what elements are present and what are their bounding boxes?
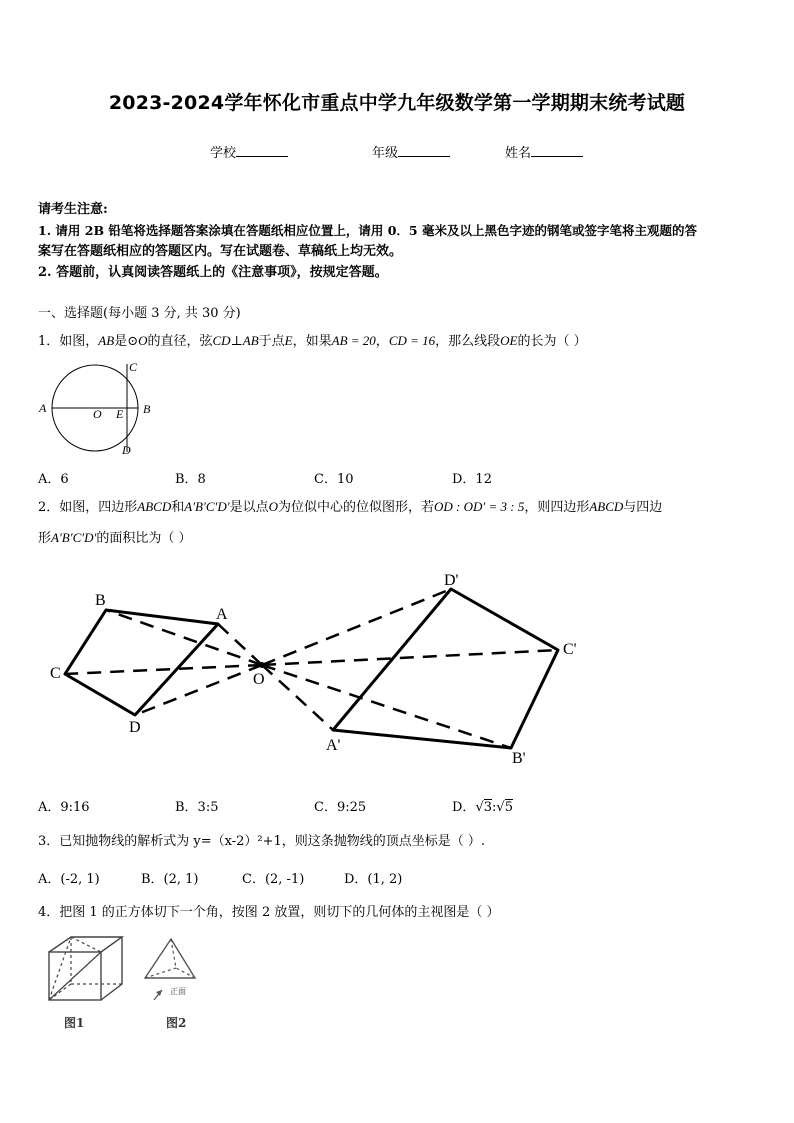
q1-label-d: D <box>122 443 131 457</box>
q2-label-b: B <box>95 592 106 609</box>
notice-item1-line1: 1. 请用 2B 铅笔将选择题答案涂填在答题纸相应位置上，请用 0．5 毫米及以上黑色字迹的钢笔或签字笔将主观题的答 <box>38 223 697 238</box>
q1-stem <box>38 331 587 352</box>
cube-right-edges <box>101 937 122 1000</box>
q1-seg-5: 于点 <box>258 334 285 349</box>
q1-seg-12: OE <box>500 333 518 348</box>
q3-option-a[interactable]: A．(-2, 1) <box>38 872 100 887</box>
cube-cut-2 <box>71 937 101 952</box>
q1-seg-10: CD = 16 <box>388 333 436 348</box>
q2-label-c: C <box>50 665 61 682</box>
q2-ray-oc2 <box>262 650 558 665</box>
q3-option-c[interactable]: C．(2, -1) <box>242 872 305 887</box>
q2-l1-6: 为位似中心的位似图形，若 <box>277 500 434 515</box>
q2-label-b2: B' <box>512 750 526 767</box>
q2-option-d-radicand-5: 5 <box>504 800 513 815</box>
q1-option-d[interactable]: D．12 <box>452 472 492 487</box>
q2-label-d2: D' <box>444 572 459 589</box>
q2-l1-4: 是以点 <box>229 500 269 515</box>
q2-l1-7: OD : OD′ = 3 : 5 <box>434 499 525 514</box>
q2-ray-oa2 <box>262 665 333 730</box>
q2-quad-abcd <box>65 610 218 715</box>
q2-option-d-sqrt5 <box>496 799 513 815</box>
q1-label-c: C <box>129 360 138 374</box>
q4-figure1-cube <box>44 934 134 1034</box>
q2-l1-3: A′B′C′D′ <box>184 499 230 514</box>
q2-l1-10: 与四边 <box>623 500 663 515</box>
q2-option-d-sqrt3 <box>475 799 492 815</box>
q1-seg-9: ， <box>375 334 389 349</box>
q1-seg-1: 是 <box>114 334 128 349</box>
q2-option-d-prefix: D． <box>452 800 476 815</box>
q1-seg-3: 的直径，弦 <box>147 334 213 349</box>
q2-stem-line2 <box>38 528 191 549</box>
q4-figure2-pyramid <box>140 934 230 1034</box>
q3-option-b[interactable]: B．(2, 1) <box>141 872 199 887</box>
q2-homothety-figure <box>40 568 600 768</box>
notice-heading: 请考生注意: <box>38 202 108 217</box>
q2-l2-0: 形 <box>38 531 52 546</box>
q1-seg-4: CD⊥AB <box>212 333 259 348</box>
q2-l1-5: O <box>268 499 278 514</box>
name-field[interactable] <box>505 142 583 161</box>
q1-seg-6: E <box>284 333 293 348</box>
pyramid-hidden-edge-2 <box>145 968 176 978</box>
q1-seg-11: ，那么线段 <box>435 334 501 349</box>
q1-seg-13: 的长为（ ） <box>517 334 587 349</box>
q2-l2-2: 的面积比为（ ） <box>96 531 192 546</box>
q2-stem-line1 <box>38 497 662 518</box>
q4-stem: 4．把图 1 的正方体切下一个角，按图 2 放置，则切下的几何体的主视图是（ ） <box>38 905 500 920</box>
q1-option-c[interactable]: C．10 <box>314 472 354 487</box>
q1-prefix: 1．如图， <box>38 334 99 349</box>
notice-item1-line2: 案写在答题纸相应的答题区内。写在试题卷、草稿纸上均无效。 <box>38 244 403 259</box>
grade-field[interactable] <box>372 142 450 161</box>
q1-label-b: B <box>143 402 151 416</box>
q2-option-b[interactable]: B．3:5 <box>175 800 219 815</box>
q3-stem: 3．已知抛物线的解析式为 y=（x-2）²+1，则这条抛物线的顶点坐标是（ ）. <box>38 834 486 849</box>
q4-front-label: 正面 <box>170 987 186 996</box>
q2-ray-od <box>135 665 262 715</box>
q2-option-d-colon: : <box>492 800 497 815</box>
q2-label-a: A <box>216 606 228 623</box>
q1-seg-0: AB <box>98 333 115 348</box>
q2-ray-oc <box>65 665 262 674</box>
q2-label-o: O <box>253 671 265 688</box>
q4-fig1-caption: 图1 <box>64 1016 85 1030</box>
q1-label-o: O <box>93 407 102 421</box>
q2-option-a[interactable]: A．9:16 <box>38 800 90 815</box>
q2-l1-0: 2．如图，四边形 <box>38 500 138 515</box>
q1-option-a[interactable]: A．6 <box>38 472 69 487</box>
q2-label-a2: A' <box>326 737 341 754</box>
q4-fig2-caption: 图2 <box>166 1016 187 1030</box>
section1-heading: 一、选择题(每小题 3 分, 共 30 分) <box>38 306 241 321</box>
pyramid-outline <box>145 939 195 978</box>
q1-option-b[interactable]: B．8 <box>175 472 206 487</box>
grade-label: 年级 <box>372 146 399 161</box>
q1-seg-7: ，如果 <box>292 334 332 349</box>
page-title: 2023-2024学年怀化市重点中学九年级数学第一学期期末统考试题 <box>108 92 686 114</box>
grade-blank[interactable] <box>398 144 450 157</box>
q2-label-c2: C' <box>563 641 577 658</box>
q3-option-d[interactable]: D．(1, 2) <box>344 872 403 887</box>
notice-item2: 2. 答题前，认真阅读答题纸上的《注意事项》，按规定答题。 <box>38 265 388 280</box>
q2-l1-8: ，则四边形 <box>524 500 590 515</box>
sqrt-sign-icon: √ <box>496 800 505 815</box>
q1-seg-8: AB = 20 <box>331 333 376 348</box>
sqrt-sign-icon: √ <box>475 800 484 815</box>
cube-top-edges <box>49 937 122 952</box>
q2-l1-1: ABCD <box>137 499 172 514</box>
name-blank[interactable] <box>531 144 583 157</box>
q1-label-a: A <box>39 401 47 415</box>
q1-seg-2: ⊙O <box>127 333 148 348</box>
q2-option-c[interactable]: C．9:25 <box>314 800 367 815</box>
school-label: 学校 <box>210 146 237 161</box>
q2-label-d: D <box>129 719 141 736</box>
q2-option-d[interactable] <box>452 796 513 815</box>
front-arrowhead-icon <box>156 990 162 996</box>
q2-option-d-radicand-3: 3 <box>483 800 493 815</box>
q1-label-e: E <box>116 407 124 421</box>
school-field[interactable] <box>210 142 288 161</box>
q2-l1-9: ABCD <box>589 499 624 514</box>
school-blank[interactable] <box>236 144 288 157</box>
name-label: 姓名 <box>505 146 532 161</box>
q1-circle-figure <box>36 356 166 461</box>
q2-l1-2: 和 <box>171 500 185 515</box>
q2-l2-1: A′B′C′D′ <box>51 530 97 545</box>
q2-center-o <box>259 662 265 668</box>
q2-ray-oa <box>218 624 262 665</box>
q2-ray-od2 <box>262 589 451 665</box>
q2-quad-a2b2c2d2 <box>333 589 558 748</box>
